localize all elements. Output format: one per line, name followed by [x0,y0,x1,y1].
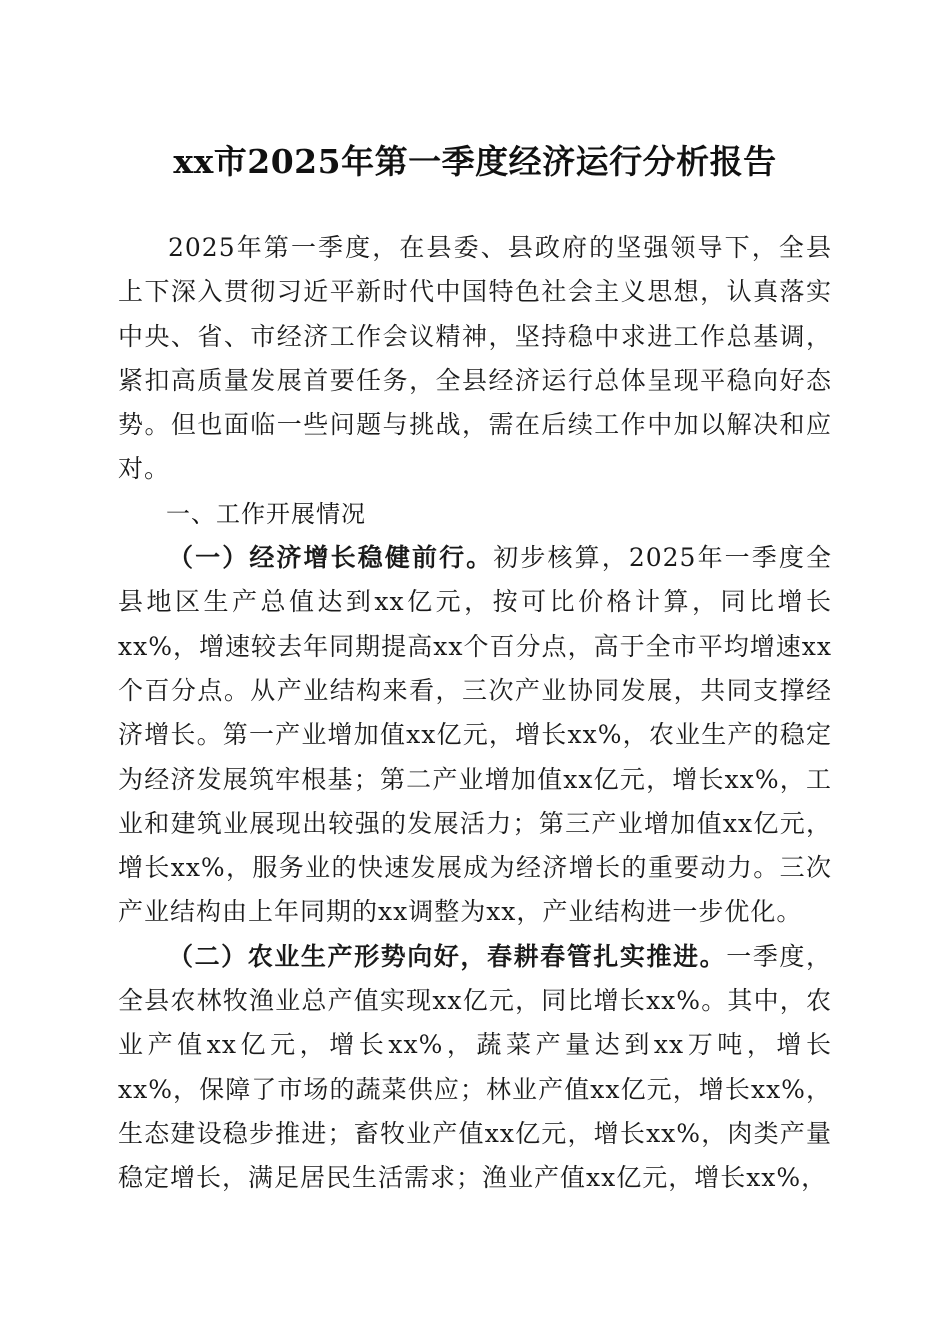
subsection-economic-growth-lead: （一）经济增长稳健前行。 [168,543,494,573]
subsection-agriculture-body: 一季度，全县农林牧渔业总产值实现xx亿元，同比增长xx%。其中，农业产值xx亿元，增长xx%，蔬菜产量达到xx万吨，增长xx%，保障了市场的蔬菜供应；林业产值xx亿元，增长xx%，生态建设稳步推进；畜牧业产值xx亿元，增长xx%，肉类产量稳定增长，满足居民生活需求；渔业产值xx亿元，增长xx%， [118,941,832,1193]
subsection-economic-growth [118,536,832,935]
subsection-agriculture-lead: （二）农业生产形势向好，春耕春管扎实推进。 [168,941,727,971]
intro-paragraph: 2025年第一季度，在县委、县政府的坚强领导下，全县上下深入贯彻习近平新时代中国特色社会主义思想，认真落实中央、省、市经济工作会议精神，坚持稳中求进工作总基调，紧扣高质量发展首要任务，全县经济运行总体呈现平稳向好态势。但也面临一些问题与挑战，需在后续工作中加以解决和应对。 [118,233,832,484]
subsection-economic-growth-body: 初步核算，2025年一季度全县地区生产总值达到xx亿元，按可比价格计算，同比增长xx%，增速较去年同期提高xx个百分点，高于全市平均增速xx个百分点。从产业结构来看，三次产业协同发展，共同支撑经济增长。第一产业增加值xx亿元，增长xx%，农业生产的稳定为经济发展筑牢根基；第二产业增加值xx亿元，增长xx%，工业和建筑业展现出较强的发展活力；第三产业增加值xx亿元，增长xx%，服务业的快速发展成为经济增长的重要动力。三次产业结构由上年同期的xx调整为xx，产业结构进一步优化。 [118,543,832,927]
document-title: xx市2025年第一季度经济运行分析报告 [173,142,777,181]
section-heading-work-progress: 一、工作开展情况 [166,499,366,528]
subsection-agriculture [118,935,832,1201]
